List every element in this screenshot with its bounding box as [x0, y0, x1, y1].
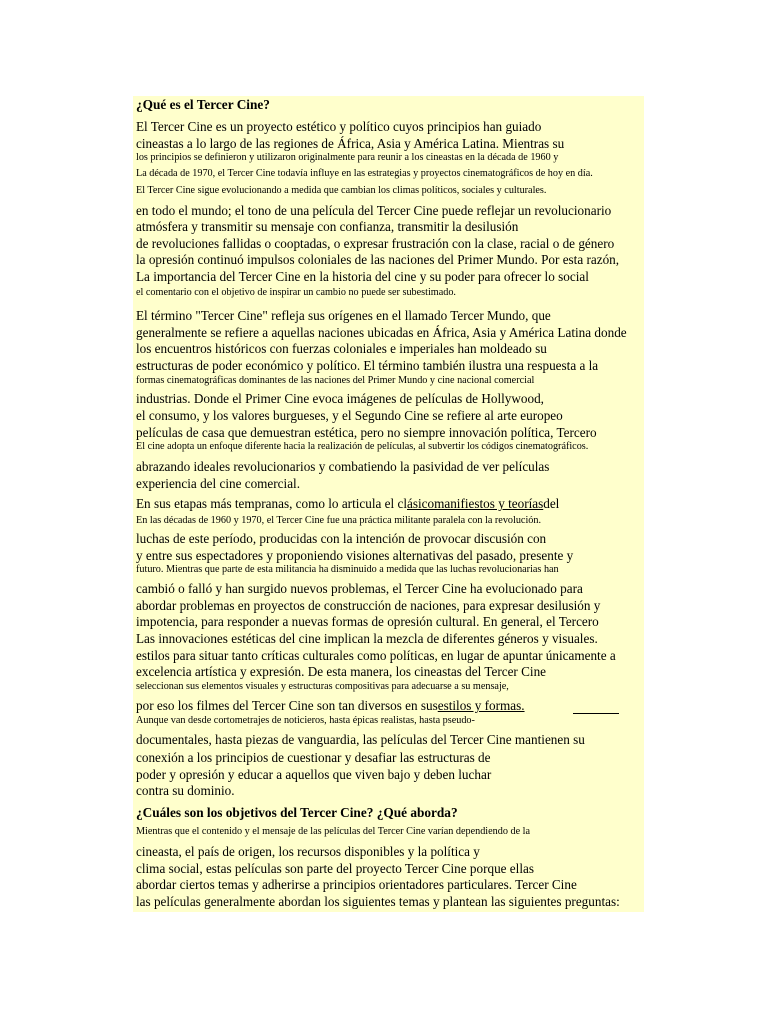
- text-line: la opresión continuó impulsos coloniales de las naciones del Primer Mundo. Por esta razón,: [136, 252, 620, 267]
- text-line: [136, 497, 559, 510]
- text-line: abordar ciertos temas y adherirse a principios orientadores particulares. Tercer Cine: [136, 877, 577, 892]
- text-line: abrazando ideales revolucionarios y combatiendo la pasividad de ver películas: [136, 459, 550, 474]
- text-line: seleccionan sus elementos visuales y estructuras compositivas para adecuarse a su mensaje,: [136, 681, 509, 692]
- text-line: [136, 699, 525, 712]
- underline-rule: [573, 713, 619, 714]
- text-line: El Tercer Cine sigue evolucionando a medida que cambian los climas políticos, sociales y culturales.: [136, 185, 547, 196]
- text-line: Las innovaciones estéticas del cine implican la mezcla de diferentes géneros y visuales.: [136, 631, 598, 646]
- text-line: industrias. Donde el Primer Cine evoca imágenes de películas de Hollywood,: [136, 391, 544, 406]
- text-segment: del: [543, 496, 560, 511]
- text-line: los principios se definieron y utilizaron originalmente para reunir a los cineastas en la década de 1960 y: [136, 152, 559, 163]
- text-line: cineasta, el país de origen, los recursos disponibles y la política y: [136, 844, 480, 859]
- text-line: el comentario con el objetivo de inspirar un cambio no puede ser subestimado.: [136, 287, 456, 298]
- section-heading: ¿Cuáles son los objetivos del Tercer Cine? ¿Qué aborda?: [136, 805, 458, 820]
- text-segment: En sus etapas más tempranas, como lo articula el cl: [136, 496, 407, 511]
- text-line: Aunque van desde cortometrajes de noticieros, hasta épicas realistas, hasta pseudo-: [136, 715, 475, 726]
- text-line: de revoluciones fallidas o cooptadas, o expresar frustración con la clase, racial o de género: [136, 236, 615, 251]
- text-line: atmósfera y transmitir su mensaje con confianza, transmitir la desilusión: [136, 219, 519, 234]
- text-line: La década de 1970, el Tercer Cine todavía influye en las estrategias y proyectos cinematográficos de hoy en día.: [136, 168, 593, 179]
- text-line: generalmente se refiere a aquellas naciones ubicadas en África, Asia y América Latina donde: [136, 325, 627, 340]
- text-line: cineastas a lo largo de las regiones de África, Asia y América Latina. Mientras su: [136, 136, 565, 151]
- text-line: documentales, hasta piezas de vanguardia, las películas del Tercer Cine mantienen su: [136, 732, 585, 747]
- text-line: clima social, estas películas son parte del proyecto Tercer Cine porque ellas: [136, 861, 534, 876]
- text-line: El término "Tercer Cine" refleja sus orígenes en el llamado Tercer Mundo, que: [136, 308, 551, 323]
- text-line: cambió o falló y han surgido nuevos problemas, el Tercer Cine ha evolucionado para: [136, 581, 583, 596]
- text-line: futuro. Mientras que parte de esta militancia ha disminuido a medida que las luchas revolucionarias han: [136, 564, 559, 575]
- text-line: poder y opresión y educar a aquellos que viven bajo y deben luchar: [136, 767, 492, 782]
- text-line: formas cinematográficas dominantes de las naciones del Primer Mundo y cine nacional comercial: [136, 375, 535, 386]
- section-heading: ¿Qué es el Tercer Cine?: [136, 97, 270, 112]
- text-line: impotencia, para responder a nuevas formas de opresión cultural. En general, el Tercero: [136, 614, 599, 629]
- text-line: En las décadas de 1960 y 1970, el Tercer Cine fue una práctica militante paralela con la revolución.: [136, 515, 542, 526]
- text-line: contra su dominio.: [136, 783, 235, 798]
- text-line: conexión a los principios de cuestionar y desafiar las estructuras de: [136, 750, 491, 765]
- manifestos-link[interactable]: ásicomanifiestos y teorías: [407, 496, 544, 511]
- text-line: experiencia del cine comercial.: [136, 476, 301, 491]
- text-line: estructuras de poder económico y político. El término también ilustra una respuesta a la: [136, 358, 599, 373]
- text-line: los encuentros históricos con fuerzas coloniales e imperiales han moldeado su: [136, 341, 547, 356]
- text-line: las películas generalmente abordan los siguientes temas y plantean las siguientes preguntas:: [136, 894, 620, 909]
- text-line: Mientras que el contenido y el mensaje de las películas del Tercer Cine varían dependiendo de la: [136, 826, 530, 837]
- text-line: el consumo, y los valores burgueses, y el Segundo Cine se refiere al arte europeo: [136, 408, 563, 423]
- text-segment: por eso los filmes del Tercer Cine son tan diversos en sus: [136, 698, 438, 713]
- text-line: abordar problemas en proyectos de construcción de naciones, para expresar desilusión y: [136, 598, 601, 613]
- text-line: en todo el mundo; el tono de una película del Tercer Cine puede reflejar un revolucionario: [136, 203, 612, 218]
- text-line: luchas de este período, producidas con la intención de provocar discusión con: [136, 531, 547, 546]
- text-line: El cine adopta un enfoque diferente hacia la realización de películas, al subvertir los códigos cinematográficos.: [136, 441, 589, 452]
- text-line: excelencia artística y expresión. De esta manera, los cineastas del Tercer Cine: [136, 664, 547, 679]
- text-line: El Tercer Cine es un proyecto estético y político cuyos principios han guiado: [136, 119, 542, 134]
- text-line: La importancia del Tercer Cine en la historia del cine y su poder para ofrecer lo social: [136, 269, 589, 284]
- text-line: películas de casa que demuestran estética, pero no siempre innovación política, Tercero: [136, 425, 597, 440]
- text-line: y entre sus espectadores y proponiendo visiones alternativas del pasado, presente y: [136, 548, 574, 563]
- styles-forms-link[interactable]: estilos y formas.: [437, 698, 525, 713]
- text-line: estilos para situar tanto críticas culturales como políticas, en lugar de apuntar únicamente a: [136, 648, 616, 663]
